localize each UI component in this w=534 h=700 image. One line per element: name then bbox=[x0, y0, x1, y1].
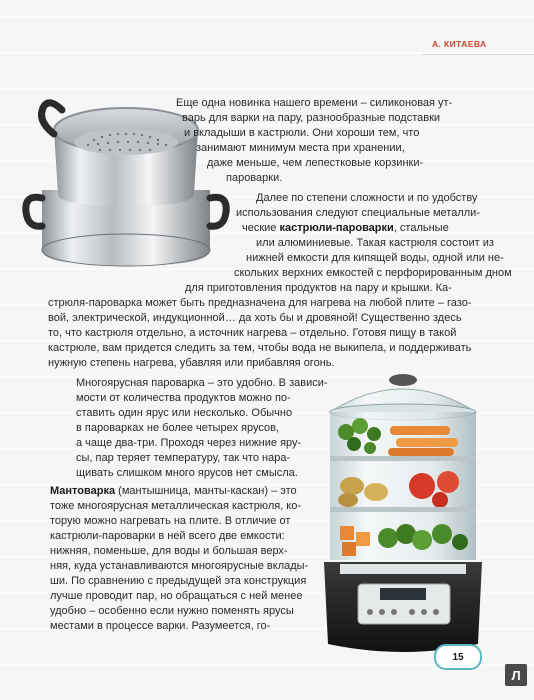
text-line: а чаще два-три. Проходя через нижние яру- bbox=[76, 437, 302, 449]
paragraph-mantovarka bbox=[50, 484, 308, 634]
text-line: скольких верхних емкостей с перфорированным дном bbox=[234, 267, 512, 279]
text-fragment: , стальные bbox=[393, 222, 449, 234]
text-line: торую можно нагревать на плите. В отличие от bbox=[50, 515, 291, 527]
paragraph-pot-steamers-intro bbox=[236, 191, 480, 221]
text-line: или алюминиевые. Такая кастрюля состоит из bbox=[256, 237, 494, 249]
paragraph-pot-steamers-term bbox=[242, 221, 449, 236]
steamer-tier-top bbox=[330, 412, 476, 461]
pot-steamer-insert bbox=[42, 103, 198, 206]
text-line: удобно – особенно если нужно поменять ярусы bbox=[50, 605, 294, 617]
paragraph-pot-steamers-body bbox=[48, 236, 512, 371]
paragraph-multitier-steamer bbox=[76, 376, 328, 481]
text-line: варь для варки на пару, разнообразные подставки bbox=[182, 112, 441, 124]
paragraph-silicone bbox=[176, 96, 452, 186]
text-line: кастрюле, вам придется следить за тем, чтобы вода не выкипела, и поддерживать bbox=[48, 342, 472, 354]
text-line: кастрюли-пароварки в ней всего две емкости: bbox=[50, 530, 285, 542]
electric-steamer-image bbox=[318, 368, 488, 660]
text-fragment: (мантышница, манты-каскан) – это bbox=[115, 485, 297, 497]
text-line: стрюля-пароварка может быть предназначена для нагрева на любой плите – газо- bbox=[48, 297, 472, 309]
steamer-base bbox=[324, 562, 482, 652]
text-line: ставить один ярус или несколько. Обычно bbox=[76, 407, 293, 419]
text-line: мости от количества продуктов можно по- bbox=[76, 392, 291, 404]
text-line: занимают минимум места при хранении, bbox=[196, 142, 405, 154]
text-line: нужную степень нагрева, убавляя или прибавляя огонь. bbox=[48, 357, 335, 369]
header-rule bbox=[422, 54, 534, 55]
page-number: 15 bbox=[434, 644, 482, 670]
text-line: вой, электрической, индукционной… да хоть бы и дровяной! Существенно здесь bbox=[48, 312, 462, 324]
text-line: нижняя, поменьше, для воды и большая верх- bbox=[50, 545, 288, 557]
text-line: в пароварках не более четырех ярусов, bbox=[76, 422, 279, 434]
text-line: Многоярусная пароварка – это удобно. В зависи- bbox=[76, 377, 328, 389]
text-line: пароварки. bbox=[226, 172, 283, 184]
text-line: использования следуют специальные металли- bbox=[236, 207, 480, 219]
pot-handle-right bbox=[210, 197, 226, 226]
author-header: А. КИТАЕВА bbox=[432, 39, 487, 49]
text-line: даже меньше, чем лепестковые корзинки- bbox=[207, 157, 424, 169]
steamer-tier-middle bbox=[330, 461, 476, 512]
steamer-tier-bottom bbox=[330, 512, 476, 560]
text-line: для приготовления продуктов на пару и крышки. Ка- bbox=[185, 282, 452, 294]
text-line: щивать слишком много ярусов нет смысла. bbox=[76, 467, 298, 479]
text-line: нижней емкости для кипящей воды, одной или не- bbox=[246, 252, 504, 264]
term-kastryuli-parovarki: кастрюли-пароварки bbox=[279, 222, 394, 234]
text-line: то, что кастрюля отдельно, а источник нагрева – отдельно. Готовя пищу в такой bbox=[48, 327, 457, 339]
term-mantovarka: Мантоварка bbox=[50, 485, 116, 497]
publisher-logo: Л bbox=[505, 664, 527, 686]
text-line: Далее по степени сложности и по удобству bbox=[256, 192, 478, 204]
text-line: тоже многоярусная металлическая кастрюля, ко- bbox=[50, 500, 302, 512]
pot-handle-left bbox=[26, 197, 42, 226]
text-line: и вкладыши в кастрюли. Они хороши тем, что bbox=[184, 127, 420, 139]
text-fragment: ческие bbox=[242, 222, 280, 234]
text-line: няя, куда устанавливаются многоярусные вклады- bbox=[50, 560, 309, 572]
text-line: лучше проводит пар, но обращаться с ней менее bbox=[50, 590, 303, 602]
text-line: местами в процессе варки. Разумеется, го- bbox=[50, 620, 271, 632]
text-line: сы, пар теряет температуру, так что нара- bbox=[76, 452, 291, 464]
text-line: Еще одна новинка нашего времени – силиконовая ут- bbox=[176, 97, 453, 109]
text-line: ши. По сравнению с предыдущей эта конструкция bbox=[50, 575, 307, 587]
